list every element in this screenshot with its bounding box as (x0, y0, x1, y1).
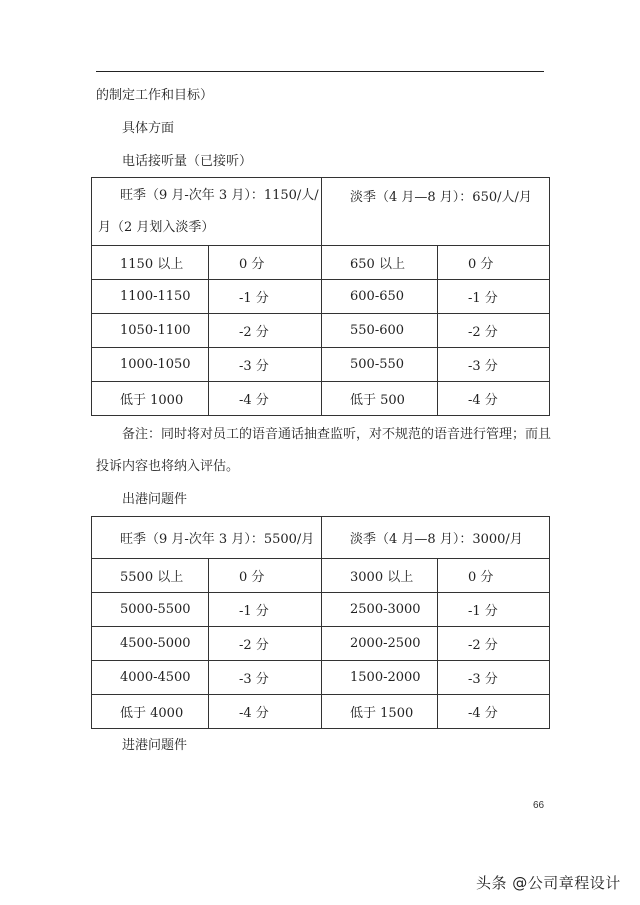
offpeak-season-header: 淡季（4 月—8 月）：3000/月 (322, 517, 550, 559)
peak-score: -3 分 (209, 348, 322, 382)
offpeak-range: 550-600 (322, 314, 438, 348)
subsection-outbound-issues: 出港问题件 (122, 492, 188, 507)
peak-score: -3 分 (209, 661, 322, 695)
peak-score: 0 分 (209, 559, 322, 593)
peak-score: -4 分 (209, 382, 322, 416)
peak-score: 0 分 (209, 246, 322, 280)
peak-season-header: 旺季（9 月-次年 3 月）：1150/人/月（2 月划入淡季） (92, 178, 322, 246)
table-row (92, 695, 550, 729)
peak-range: 4000-4500 (92, 661, 209, 695)
offpeak-range: 2500-3000 (322, 593, 438, 627)
offpeak-range: 低于 500 (322, 382, 438, 416)
peak-range: 低于 1000 (92, 382, 209, 416)
table-row (92, 559, 550, 593)
table-row (92, 661, 550, 695)
offpeak-score: -1 分 (438, 280, 550, 314)
subsection-phone-volume: 电话接听量（已接听） (122, 154, 253, 169)
offpeak-score: -2 分 (438, 314, 550, 348)
note-line-1: 备注：同时将对员工的语音通话抽查监听，对不规范的语音进行管理；而且 (122, 427, 552, 442)
peak-range: 5000-5500 (92, 593, 209, 627)
phone-volume-table (91, 177, 550, 416)
peak-range: 5500 以上 (92, 559, 209, 593)
offpeak-score: -3 分 (438, 661, 550, 695)
peak-season-header: 旺季（9 月-次年 3 月）：5500/月 (92, 517, 322, 559)
offpeak-score: -2 分 (438, 627, 550, 661)
offpeak-range: 600-650 (322, 280, 438, 314)
table-row (92, 246, 550, 280)
section-title: 具体方面 (122, 121, 175, 136)
intro-line: 的制定工作和目标） (96, 88, 214, 103)
offpeak-score: -4 分 (438, 382, 550, 416)
offpeak-score: -1 分 (438, 593, 550, 627)
peak-range: 1050-1100 (92, 314, 209, 348)
page-number: 66 (533, 800, 545, 811)
outbound-issues-table (91, 516, 550, 729)
header-rule (96, 71, 544, 72)
offpeak-score: 0 分 (438, 246, 550, 280)
peak-score: -2 分 (209, 627, 322, 661)
offpeak-range: 1500-2000 (322, 661, 438, 695)
peak-score: -1 分 (209, 280, 322, 314)
note-line-2: 投诉内容也将纳入评估。 (96, 459, 240, 474)
offpeak-score: -4 分 (438, 695, 550, 729)
table-row (92, 382, 550, 416)
offpeak-score: -3 分 (438, 348, 550, 382)
peak-range: 1100-1150 (92, 280, 209, 314)
table-row (92, 593, 550, 627)
offpeak-range: 3000 以上 (322, 559, 438, 593)
peak-range: 4500-5000 (92, 627, 209, 661)
offpeak-score: 0 分 (438, 559, 550, 593)
subsection-inbound-issues: 进港问题件 (122, 738, 188, 753)
table-row (92, 314, 550, 348)
table-row (92, 348, 550, 382)
table-row (92, 280, 550, 314)
peak-range: 1150 以上 (92, 246, 209, 280)
table-row (92, 627, 550, 661)
offpeak-range: 500-550 (322, 348, 438, 382)
offpeak-range: 2000-2500 (322, 627, 438, 661)
watermark: 头条 @公司章程设计 (476, 874, 621, 892)
offpeak-season-header: 淡季（4 月—8 月）：650/人/月 (322, 178, 550, 246)
peak-range: 低于 4000 (92, 695, 209, 729)
peak-score: -1 分 (209, 593, 322, 627)
offpeak-range: 低于 1500 (322, 695, 438, 729)
offpeak-range: 650 以上 (322, 246, 438, 280)
peak-score: -2 分 (209, 314, 322, 348)
peak-range: 1000-1050 (92, 348, 209, 382)
peak-score: -4 分 (209, 695, 322, 729)
